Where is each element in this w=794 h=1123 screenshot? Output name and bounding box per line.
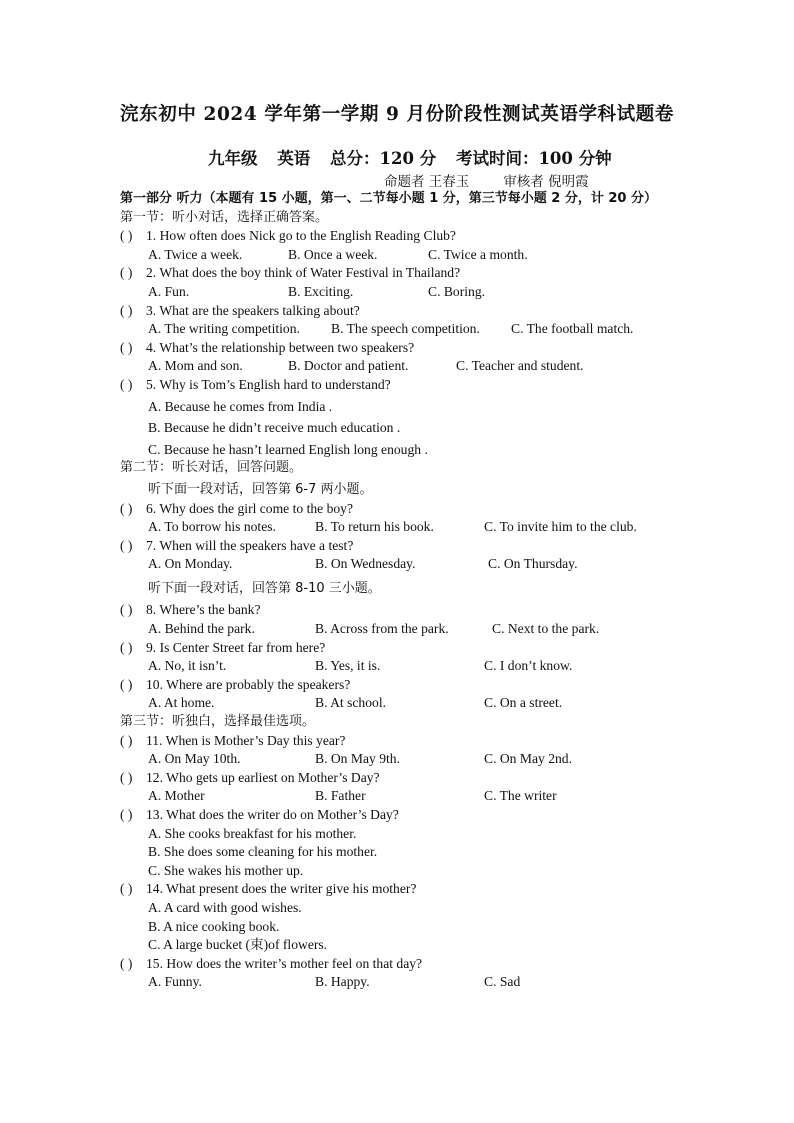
option-c: C. Sad	[484, 974, 521, 990]
setter: 命题者 王春玉	[384, 174, 470, 190]
option-a: A. Twice a week.	[148, 246, 243, 262]
answer-blank[interactable]: ( )	[120, 676, 133, 692]
question-8	[120, 601, 780, 620]
options-row	[148, 357, 780, 376]
answer-blank[interactable]: ( )	[120, 500, 133, 516]
answer-blank[interactable]: ( )	[120, 376, 133, 392]
option-a: A. She cooks breakfast for his mother.	[148, 825, 357, 841]
reviewer: 审核者 倪明霞	[503, 174, 589, 190]
question-stem: 2. What does the boy think of Water Festival in Thailand?	[146, 265, 461, 281]
question-2	[120, 264, 780, 283]
answer-blank[interactable]: ( )	[120, 602, 133, 618]
answer-blank[interactable]: ( )	[120, 639, 133, 655]
option-c: C. Teacher and student.	[456, 358, 584, 374]
option-a: A. The writing competition.	[148, 321, 300, 337]
question-13	[120, 806, 780, 825]
answer-blank[interactable]: ( )	[120, 537, 133, 553]
exam-body	[120, 190, 780, 992]
option-b: B. Father	[315, 788, 366, 804]
option-a: A. To borrow his notes.	[148, 519, 276, 535]
option-a: A. No, it isn’t.	[148, 658, 227, 674]
grade-label: 九年级	[208, 149, 258, 168]
option-b: B. A nice cooking book.	[148, 918, 280, 934]
options-row	[148, 750, 780, 769]
question-stem: 3. What are the speakers talking about?	[146, 302, 360, 318]
option-c: C. Boring.	[428, 283, 486, 299]
exam-time: 考试时间：100 分钟	[455, 149, 612, 168]
option-b: B. Exciting.	[288, 283, 354, 299]
option-a: A. Because he comes from India .	[148, 398, 333, 414]
option-b: B. On Wednesday.	[315, 556, 416, 572]
question-stem: 5. Why is Tom’s English hard to understand?	[146, 376, 391, 392]
option-c: C. Next to the park.	[492, 621, 600, 637]
option-b: B. To return his book.	[315, 519, 434, 535]
option-c: C. The football match.	[511, 321, 634, 337]
option-a: A. A card with good wishes.	[148, 899, 302, 915]
authors-line	[384, 170, 589, 190]
question-12	[120, 769, 780, 788]
option-b: B. Happy.	[315, 974, 370, 990]
answer-blank[interactable]: ( )	[120, 732, 133, 748]
answer-blank[interactable]: ( )	[120, 769, 133, 785]
question-15	[120, 955, 780, 974]
listening-instruction: 听下面一段对话，回答第 8-10 三小题。	[148, 580, 381, 596]
option-b: B. Because he didn’t receive much education .	[148, 420, 401, 436]
question-stem: 4. What’s the relationship between two speakers?	[146, 339, 415, 355]
page-title: 浣东初中 2024 学年第一学期 9 月份阶段性测试英语学科试题卷	[120, 104, 674, 125]
option-c: C. I don’t know.	[484, 658, 573, 674]
option-b: B. Yes, it is.	[315, 658, 381, 674]
option-c: C. On Thursday.	[488, 556, 578, 572]
options-row	[148, 657, 780, 676]
subject-label: 英语	[277, 149, 311, 168]
option-b: B. Once a week.	[288, 246, 378, 262]
answer-blank[interactable]: ( )	[120, 881, 133, 897]
question-stem: 9. Is Center Street far from here?	[146, 639, 326, 655]
option-a: A. Behind the park.	[148, 621, 255, 637]
options-row	[148, 518, 780, 537]
section-heading: 第二节：听长对话，回答问题。	[120, 460, 303, 476]
option-a: A. On Monday.	[148, 556, 233, 572]
options-row	[148, 787, 780, 806]
options-row	[148, 694, 780, 713]
option-b: B. She does some cleaning for his mother.	[148, 844, 378, 860]
question-7	[120, 537, 780, 556]
listening-instruction: 听下面一段对话，回答第 6-7 两小题。	[148, 481, 373, 497]
option-c: C. The writer	[484, 788, 557, 804]
option-c: C. She wakes his mother up.	[148, 862, 304, 878]
options-row	[148, 555, 780, 574]
question-stem: 1. How often does Nick go to the English Reading Club?	[146, 228, 456, 244]
option-c: C. A large bucket (束)of flowers.	[148, 937, 328, 953]
option-b: B. Across from the park.	[315, 621, 449, 637]
option-c: C. On May 2nd.	[484, 751, 572, 767]
option-a: A. Fun.	[148, 283, 190, 299]
question-stem: 8. Where’s the bank?	[146, 602, 261, 618]
option-b: B. The speech competition.	[331, 321, 480, 337]
section-heading: 第一节：听小对话，选择正确答案。	[120, 209, 329, 225]
option-c: C. Twice a month.	[428, 246, 528, 262]
question-stem: 13. What does the writer do on Mother’s Day?	[146, 807, 399, 822]
question-9	[120, 639, 780, 658]
answer-blank[interactable]: ( )	[120, 265, 133, 281]
question-5	[120, 376, 780, 395]
answer-blank[interactable]: ( )	[120, 339, 133, 355]
question-3	[120, 302, 780, 321]
question-10	[120, 676, 780, 695]
options-row	[148, 283, 780, 302]
answer-blank[interactable]: ( )	[120, 302, 133, 318]
options-row	[148, 246, 780, 265]
answer-blank[interactable]: ( )	[120, 228, 133, 244]
question-stem: 11. When is Mother’s Day this year?	[146, 732, 346, 748]
option-a: A. On May 10th.	[148, 751, 241, 767]
section-heading: 第三节：听独白，选择最佳选项。	[120, 714, 316, 730]
option-b: B. On May 9th.	[315, 751, 400, 767]
option-c: C. To invite him to the club.	[484, 519, 637, 535]
option-b: B. Doctor and patient.	[288, 358, 409, 374]
question-stem: 6. Why does the girl come to the boy?	[146, 500, 354, 516]
part-heading: 第一部分 听力（本题有 15 小题，第一、二节每小题 1 分，第三节每小题 2 分，计 20 分）	[120, 191, 658, 206]
answer-blank[interactable]: ( )	[120, 955, 133, 971]
question-stem: 10. Where are probably the speakers?	[146, 676, 351, 692]
option-c: C. Because he hasn’t learned English long enough .	[148, 441, 428, 457]
question-4	[120, 339, 780, 358]
question-11	[120, 732, 780, 751]
options-row	[148, 620, 780, 639]
answer-blank[interactable]: ( )	[120, 807, 133, 822]
question-stem: 12. Who gets up earliest on Mother’s Day?	[146, 769, 380, 785]
option-a: A. Mom and son.	[148, 358, 243, 374]
option-a: A. Mother	[148, 788, 205, 804]
option-b: B. At school.	[315, 695, 386, 711]
options-row	[148, 973, 780, 992]
question-14	[120, 880, 780, 899]
question-stem: 15. How does the writer’s mother feel on that day?	[146, 955, 423, 971]
options-row	[148, 320, 780, 339]
exam-info	[208, 145, 626, 169]
option-a: A. At home.	[148, 695, 215, 711]
total-score: 总分：120 分	[330, 149, 437, 168]
question-6	[120, 500, 780, 519]
question-stem: 14. What present does the writer give his mother?	[146, 881, 417, 897]
option-a: A. Funny.	[148, 974, 202, 990]
question-1	[120, 227, 780, 246]
question-stem: 7. When will the speakers have a test?	[146, 537, 354, 553]
option-c: C. On a street.	[484, 695, 563, 711]
